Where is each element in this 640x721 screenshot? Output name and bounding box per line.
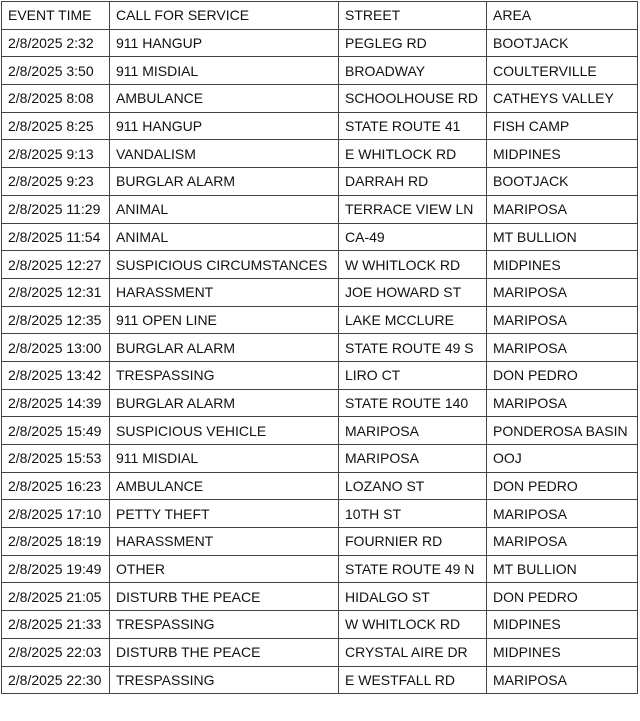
- cell-area: OOJ: [487, 445, 638, 473]
- cell-event-time: 2/8/2025 18:19: [2, 528, 110, 556]
- table-row: [2, 445, 638, 473]
- cell-event-time: 2/8/2025 2:32: [2, 29, 110, 57]
- cell-call-for-service: SUSPICIOUS VEHICLE: [110, 417, 339, 445]
- cell-area: MIDPINES: [487, 638, 638, 666]
- cell-event-time: 2/8/2025 8:08: [2, 85, 110, 113]
- cell-street: MARIPOSA: [339, 445, 487, 473]
- cell-street: DARRAH RD: [339, 168, 487, 196]
- cell-area: MIDPINES: [487, 611, 638, 639]
- cell-call-for-service: AMBULANCE: [110, 472, 339, 500]
- table-row: [2, 638, 638, 666]
- cell-street: TERRACE VIEW LN: [339, 195, 487, 223]
- cell-event-time: 2/8/2025 17:10: [2, 500, 110, 528]
- table-row: [2, 472, 638, 500]
- cell-street: W WHITLOCK RD: [339, 251, 487, 279]
- header-event-time: EVENT TIME: [2, 2, 110, 30]
- header-area: AREA: [487, 2, 638, 30]
- table-row: [2, 112, 638, 140]
- cell-street: HIDALGO ST: [339, 583, 487, 611]
- table-row: [2, 528, 638, 556]
- cell-area: FISH CAMP: [487, 112, 638, 140]
- cell-call-for-service: OTHER: [110, 555, 339, 583]
- table-row: [2, 168, 638, 196]
- cell-area: PONDEROSA BASIN: [487, 417, 638, 445]
- cell-call-for-service: 911 OPEN LINE: [110, 306, 339, 334]
- cell-area: DON PEDRO: [487, 472, 638, 500]
- cell-area: MIDPINES: [487, 140, 638, 168]
- table-row: [2, 278, 638, 306]
- cell-event-time: 2/8/2025 15:49: [2, 417, 110, 445]
- cell-call-for-service: TRESPASSING: [110, 611, 339, 639]
- cell-event-time: 2/8/2025 22:03: [2, 638, 110, 666]
- cell-call-for-service: 911 HANGUP: [110, 29, 339, 57]
- cell-call-for-service: TRESPASSING: [110, 361, 339, 389]
- cell-area: MARIPOSA: [487, 306, 638, 334]
- cell-call-for-service: AMBULANCE: [110, 85, 339, 113]
- cell-area: COULTERVILLE: [487, 57, 638, 85]
- table-row: [2, 334, 638, 362]
- cell-event-time: 2/8/2025 3:50: [2, 57, 110, 85]
- cell-event-time: 2/8/2025 9:13: [2, 140, 110, 168]
- cell-street: STATE ROUTE 41: [339, 112, 487, 140]
- cell-area: DON PEDRO: [487, 361, 638, 389]
- cell-event-time: 2/8/2025 12:27: [2, 251, 110, 279]
- cell-street: BROADWAY: [339, 57, 487, 85]
- cell-street: CA-49: [339, 223, 487, 251]
- cell-street: LAKE MCCLURE: [339, 306, 487, 334]
- cell-call-for-service: SUSPICIOUS CIRCUMSTANCES: [110, 251, 339, 279]
- table-row: [2, 666, 638, 694]
- table-body: [2, 29, 638, 694]
- table-row: [2, 361, 638, 389]
- cell-call-for-service: TRESPASSING: [110, 666, 339, 694]
- cell-street: STATE ROUTE 49 N: [339, 555, 487, 583]
- cell-street: E WHITLOCK RD: [339, 140, 487, 168]
- cell-event-time: 2/8/2025 9:23: [2, 168, 110, 196]
- table-row: [2, 306, 638, 334]
- cell-street: W WHITLOCK RD: [339, 611, 487, 639]
- cell-event-time: 2/8/2025 11:54: [2, 223, 110, 251]
- header-call-for-service: CALL FOR SERVICE: [110, 2, 339, 30]
- cell-event-time: 2/8/2025 11:29: [2, 195, 110, 223]
- cell-area: MARIPOSA: [487, 334, 638, 362]
- cell-area: MARIPOSA: [487, 278, 638, 306]
- cell-event-time: 2/8/2025 8:25: [2, 112, 110, 140]
- cell-call-for-service: DISTURB THE PEACE: [110, 638, 339, 666]
- table-row: [2, 223, 638, 251]
- cell-street: JOE HOWARD ST: [339, 278, 487, 306]
- cell-street: LOZANO ST: [339, 472, 487, 500]
- cell-street: PEGLEG RD: [339, 29, 487, 57]
- cell-call-for-service: BURGLAR ALARM: [110, 168, 339, 196]
- cell-area: MARIPOSA: [487, 528, 638, 556]
- cell-event-time: 2/8/2025 16:23: [2, 472, 110, 500]
- table-row: [2, 140, 638, 168]
- cell-area: CATHEYS VALLEY: [487, 85, 638, 113]
- cell-call-for-service: 911 HANGUP: [110, 112, 339, 140]
- cell-call-for-service: 911 MISDIAL: [110, 445, 339, 473]
- header-street: STREET: [339, 2, 487, 30]
- cell-street: CRYSTAL AIRE DR: [339, 638, 487, 666]
- cell-event-time: 2/8/2025 22:30: [2, 666, 110, 694]
- table-row: [2, 611, 638, 639]
- cell-street: LIRO CT: [339, 361, 487, 389]
- cell-event-time: 2/8/2025 14:39: [2, 389, 110, 417]
- cell-area: BOOTJACK: [487, 168, 638, 196]
- cell-street: MARIPOSA: [339, 417, 487, 445]
- cell-event-time: 2/8/2025 21:05: [2, 583, 110, 611]
- table-row: [2, 389, 638, 417]
- table-row: [2, 85, 638, 113]
- cell-event-time: 2/8/2025 13:00: [2, 334, 110, 362]
- cell-area: MARIPOSA: [487, 500, 638, 528]
- cell-street: FOURNIER RD: [339, 528, 487, 556]
- cell-street: 10TH ST: [339, 500, 487, 528]
- cell-area: MARIPOSA: [487, 195, 638, 223]
- table-row: [2, 417, 638, 445]
- cell-call-for-service: 911 MISDIAL: [110, 57, 339, 85]
- cell-call-for-service: VANDALISM: [110, 140, 339, 168]
- table-row: [2, 29, 638, 57]
- cell-street: STATE ROUTE 49 S: [339, 334, 487, 362]
- table-row: [2, 195, 638, 223]
- cell-area: MIDPINES: [487, 251, 638, 279]
- cell-event-time: 2/8/2025 12:35: [2, 306, 110, 334]
- header-row: [2, 2, 638, 30]
- cell-street: SCHOOLHOUSE RD: [339, 85, 487, 113]
- call-log-table: [1, 1, 638, 694]
- cell-street: STATE ROUTE 140: [339, 389, 487, 417]
- cell-event-time: 2/8/2025 13:42: [2, 361, 110, 389]
- cell-area: MARIPOSA: [487, 666, 638, 694]
- cell-area: MARIPOSA: [487, 389, 638, 417]
- cell-event-time: 2/8/2025 21:33: [2, 611, 110, 639]
- cell-area: DON PEDRO: [487, 583, 638, 611]
- cell-call-for-service: ANIMAL: [110, 223, 339, 251]
- cell-call-for-service: DISTURB THE PEACE: [110, 583, 339, 611]
- cell-area: MT BULLION: [487, 555, 638, 583]
- cell-call-for-service: BURGLAR ALARM: [110, 389, 339, 417]
- table-row: [2, 500, 638, 528]
- table-row: [2, 583, 638, 611]
- cell-event-time: 2/8/2025 19:49: [2, 555, 110, 583]
- table-row: [2, 555, 638, 583]
- cell-call-for-service: PETTY THEFT: [110, 500, 339, 528]
- cell-street: E WESTFALL RD: [339, 666, 487, 694]
- cell-call-for-service: HARASSMENT: [110, 278, 339, 306]
- table-row: [2, 251, 638, 279]
- cell-area: BOOTJACK: [487, 29, 638, 57]
- cell-call-for-service: BURGLAR ALARM: [110, 334, 339, 362]
- cell-event-time: 2/8/2025 15:53: [2, 445, 110, 473]
- cell-call-for-service: ANIMAL: [110, 195, 339, 223]
- cell-event-time: 2/8/2025 12:31: [2, 278, 110, 306]
- table-header: [2, 2, 638, 30]
- table-row: [2, 57, 638, 85]
- cell-area: MT BULLION: [487, 223, 638, 251]
- cell-call-for-service: HARASSMENT: [110, 528, 339, 556]
